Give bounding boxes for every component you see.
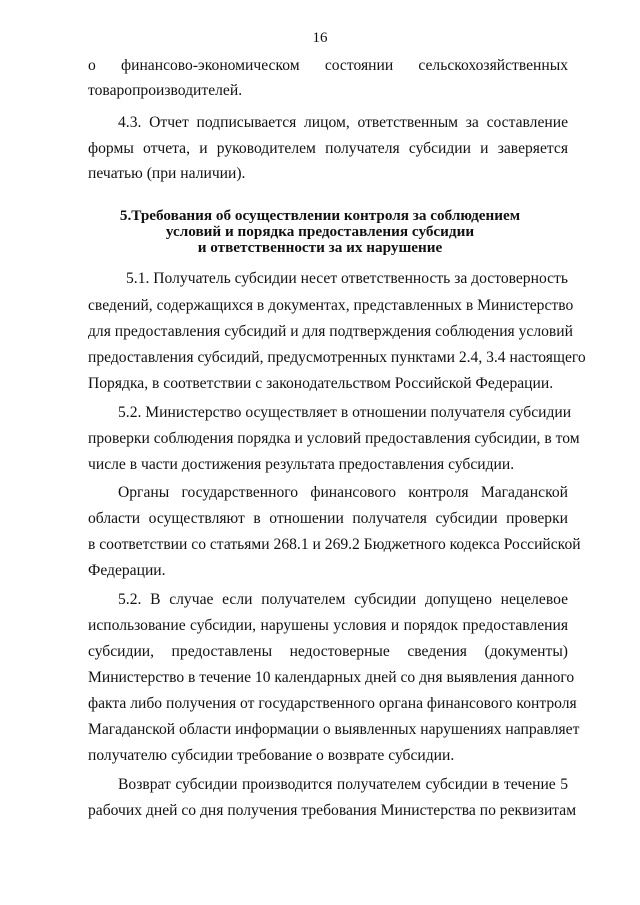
text-line: для предоставления субсидий и для подтверждения соблюдения условий (88, 323, 573, 340)
text-line: факта либо получения от государственного органа финансового контроля (88, 695, 577, 712)
section-heading-line: и ответственности за их нарушение (197, 239, 443, 256)
text-line: сведений, содержащихся в документах, представленных в Министерство (88, 297, 574, 314)
section-heading-line: 5.Требования об осуществлении контроля за соблюдением (119, 207, 521, 224)
text-line: использование субсидии, нарушены условия и порядок предоставления (88, 617, 568, 634)
text-line: 5.2. Министерство осуществляет в отношении получателя субсидии (118, 404, 572, 421)
text-line: числе в части достижения результата предоставления субсидии. (88, 456, 515, 473)
text-line: рабочих дней со дня получения требования Министерства по реквизитам (88, 802, 577, 819)
text-line: товаропроизводителей. (88, 82, 243, 99)
text-line: формы отчета, и руководителем получателя субсидии и заверяется (88, 140, 568, 157)
text-line: Федерации. (88, 562, 166, 579)
text-line: области осуществляют в отношении получателя субсидии проверки (88, 510, 568, 527)
text-line: Возврат субсидии производится получателем субсидии в течение 5 (118, 776, 568, 793)
page-number: 16 (312, 30, 328, 46)
text-line: печатью (при наличии). (88, 165, 246, 182)
text-line: субсидии, предоставлены недостоверные сведения (документы) (88, 643, 568, 660)
section-heading-line: условий и порядка предоставления субсидии (165, 223, 475, 240)
text-line: проверки соблюдения порядка и условий предоставления субсидии, в том (88, 430, 580, 447)
text-line: 5.1. Получатель субсидии несет ответственность за достоверность (126, 270, 568, 287)
text-line: о финансово-экономическом состоянии сельскохозяйственных (88, 57, 568, 74)
text-line: Магаданской области информации о выявленных нарушениях направляет (88, 721, 580, 738)
text-line: получателю субсидии требование о возврате субсидии. (88, 747, 455, 764)
text-line: 4.3. Отчет подписывается лицом, ответственным за составление (118, 114, 568, 131)
text-line: 5.2. В случае если получателем субсидии допущено нецелевое (118, 591, 568, 608)
text-line: предоставления субсидий, предусмотренных пунктами 2.4, 3.4 настоящего (88, 349, 586, 366)
text-line: в соответствии со статьями 268.1 и 269.2 Бюджетного кодекса Российской (88, 536, 581, 553)
text-line: Министерство в течение 10 календарных дней со дня выявления данного (88, 669, 575, 686)
text-line: Органы государственного финансового контроля Магаданской (118, 484, 568, 501)
text-line: Порядка, в соответствии с законодательством Российской Федерации. (88, 375, 554, 392)
